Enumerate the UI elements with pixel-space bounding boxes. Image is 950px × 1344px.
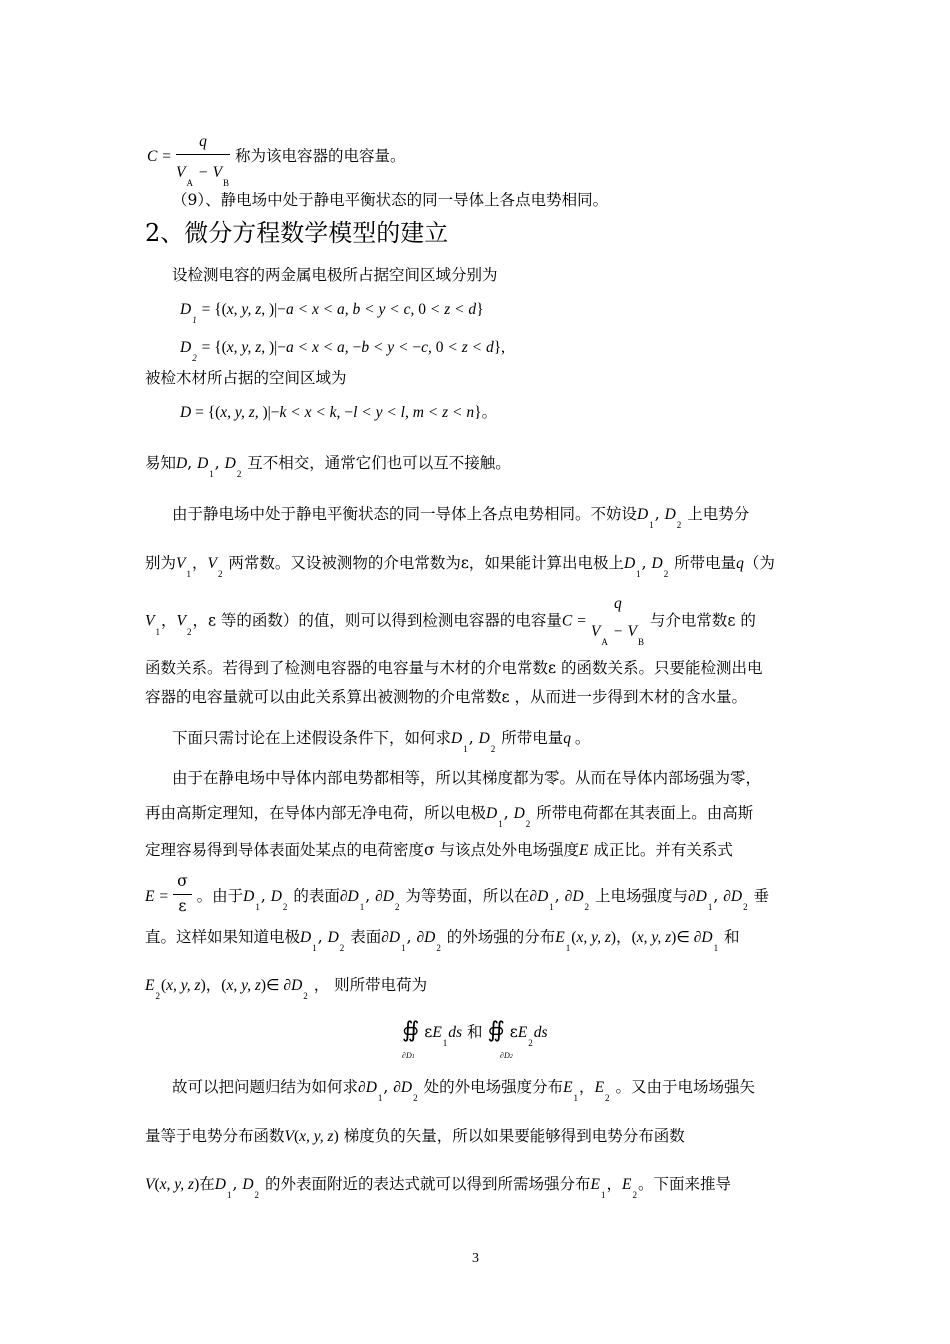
capacitance-fraction: $\frac{q}{V_A - V_B}$	[175, 133, 230, 188]
para4-line3: 定理容易得到导体表面处某点的电荷密度σ 与该点处外电场强度E 成正比。并有关系式	[145, 841, 733, 859]
integral-domain-2: ∂D2	[500, 1051, 513, 1060]
para5-line1: 故可以把问题归结为如何求$\partial D_1$, $\partial D_2$ 处的外电场强度分布$E_1$，$E_2$ 。又由于电场场强矢	[172, 1078, 755, 1103]
para2-line5: 容器的电容量就可以由此关系算出被测物的介电常数ε ，从而进一步得到木材的含水量。	[145, 688, 747, 706]
capacitance-fraction-inline: q $V_A - V_B$	[590, 595, 644, 647]
para4-line6: $E_2(x$, y, z)，(x, y, z)∈ $\partial D_2$ ， 则所带电荷为	[145, 976, 428, 1001]
para5-line3: V(x, y, z)在$D_1$, $D_2$ 的外表面附近的表达式就可以得到所需场强分布$E_1$，$E_2$。下面来推导	[145, 1175, 731, 1200]
surface-integrals: ∯ $\varepsilon E_1ds$ 和 ∯ $\varepsilon E_2ds$	[402, 1017, 548, 1048]
para2-line4: 函数关系。若得到了检测电容器的电容量与木材的介电常数ε 的函数关系。只要能检测出电	[145, 659, 763, 677]
para-assume: 设检测电容的两金属电极所占据空间区域分别为	[172, 266, 498, 284]
cap-def-text: 称为该电容器的电容量。	[234, 147, 406, 165]
section-heading: 2、微分方程数学模型的建立	[145, 219, 449, 247]
surface-integral-sign: ∯	[402, 1017, 420, 1042]
item-9: （9）、静电场中处于静电平衡状态的同一导体上各点电势相同。	[172, 191, 609, 209]
para2-line3: $V_1$，$V_2$，ε 等的函数）的值，则可以得到检测电容器的电容量C = q $V_A - V_B$ 与介电常数ε 的	[145, 595, 756, 647]
integral-domain-1: ∂D1	[402, 1051, 415, 1060]
para4-line5: 直。这样如果知道电极$D_1$, $D_2$ 表面$\partial D_1$, $\partial D_2$ 的外场强的分布$E_1(x$, y, z)，(x, y, z)∈ $\partial D_1$ 和	[145, 928, 740, 953]
para-wood: 被检木材所占据的空间区域为	[145, 369, 347, 387]
page-number: 3	[472, 1251, 479, 1266]
para5-line2: 量等于电势分布函数V(x, y, z) 梯度负的矢量，所以如果要能够得到电势分布函数	[145, 1127, 685, 1145]
para4-line4: E = $\frac{\sigma}{\varepsilon}$ 。由于$D_1$, $D_2$ 的表面$\partial D_1$, $\partial D_2$ 为等势面，所以在$\partial D_1$, $\partial D_2$ 上电场强度与$\partial D_1$, $\partial D_2$ 垂	[145, 872, 770, 915]
capacitance-formula-line: C = $\frac{q}{V_A - V_B}$ 称为该电容器的电容量。	[147, 133, 406, 188]
para4-line1: 由于在静电场中导体内部电势都相等，所以其梯度都为零。从而在导体内部场强为零，	[172, 769, 762, 787]
d-definition: D = {(x, y, z, )|−k < x < k, −l < y < l, m < z < n}。	[180, 404, 498, 421]
para4-line2: 再由高斯定理知，在导体内部无净电荷，所以电极$D_1$, $D_2$ 所带电荷都在其表面上。由高斯	[145, 804, 754, 829]
para3: 下面只需讨论在上述假设条件下，如何求$D_1$, $D_2$ 所带电量q 。	[172, 729, 591, 754]
d1-definition: $D_1 = \{(x$, y, z, )|−a < x < a, b < y < c, 0 < z < d}	[180, 301, 484, 325]
para-disjoint: 易知D, $D_1$, $D_2$ 互不相交，通常它们也可以互不接触。	[145, 454, 511, 479]
para2-line2: 别为$V_1$，$V_2$ 两常数。又设被测物的介电常数为ε，如果能计算出电极上$D_1$, $D_2$ 所带电量q（为	[145, 554, 775, 579]
d2-definition: $D_2 = \{(x$, y, z, )|−a < x < a, −b < y < −c, 0 < z < d},	[180, 339, 506, 363]
surface-integral-sign: ∯	[487, 1017, 505, 1042]
sigma-over-epsilon: $\frac{\sigma}{\varepsilon}$	[173, 874, 192, 914]
para2-line1: 由于静电场中处于静电平衡状态的同一导体上各点电势相同。不妨设$D_1$, $D_2$ 上电势分	[172, 505, 750, 530]
